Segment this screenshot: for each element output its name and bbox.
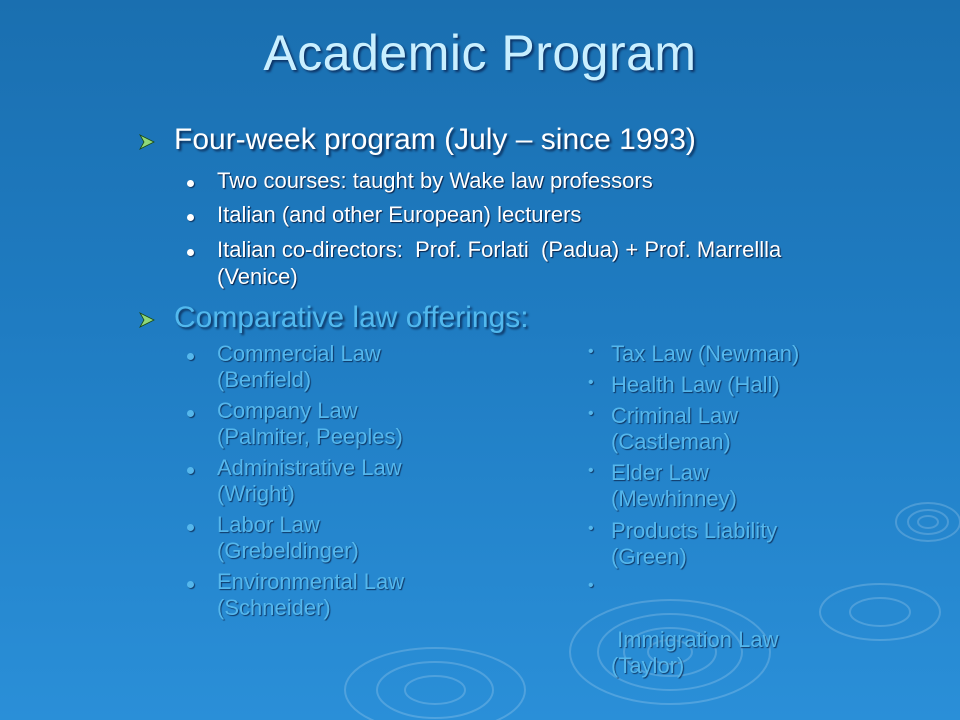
- course-environmental-law: Environmental Law (Schneider): [217, 569, 405, 620]
- sub-bullet-dot: [187, 180, 194, 187]
- bullet-four-week-program: Four-week program (July – since 1993): [174, 123, 696, 156]
- bullet-comparative-law: Comparative law offerings:: [174, 301, 529, 334]
- small-bullet-dot: •: [588, 577, 594, 594]
- sub-item-co-directors-continued: (Venice): [217, 264, 298, 289]
- sub-bullet-dot: [187, 249, 194, 256]
- course-commercial-law: Commercial Law (Benfield): [217, 341, 381, 392]
- sub-bullet-dot: [187, 214, 194, 221]
- sub-bullet-dot: [187, 353, 194, 360]
- course-company-law: Company Law (Palmiter, Peeples): [217, 398, 403, 449]
- sub-bullet-dot: [187, 410, 194, 417]
- course-immigration-law: Immigration Law (Taylor): [611, 627, 779, 678]
- small-bullet-dot: •: [588, 462, 594, 479]
- course-administrative-law: Administrative Law (Wright): [217, 455, 402, 506]
- course-health-law: Health Law (Hall): [611, 372, 780, 397]
- small-bullet-dot: •: [588, 374, 594, 391]
- sub-item-two-courses: Two courses: taught by Wake law professors: [217, 168, 653, 193]
- course-elder-law: Elder Law (Mewhinney): [611, 460, 737, 511]
- small-bullet-dot: •: [588, 520, 594, 537]
- small-bullet-dot: •: [588, 405, 594, 422]
- sub-bullet-dot: [187, 467, 194, 474]
- sub-bullet-dot: [187, 581, 194, 588]
- sub-item-lecturers: Italian (and other European) lecturers: [217, 202, 582, 227]
- sub-item-co-directors: Italian co-directors: Prof. Forlati (Padua) + Prof. Marrellla: [217, 237, 782, 262]
- course-labor-law: Labor Law (Grebeldinger): [217, 512, 359, 563]
- small-bullet-dot: •: [588, 343, 594, 360]
- arrow-bullet-icon: [138, 311, 156, 329]
- course-products-liability: Products Liability (Green): [611, 518, 778, 569]
- course-tax-law: Tax Law (Newman): [611, 341, 800, 366]
- arrow-bullet-icon: [138, 133, 156, 151]
- slide-title: Academic Program: [263, 25, 697, 81]
- course-criminal-law: Criminal Law (Castleman): [611, 403, 739, 454]
- sub-bullet-dot: [187, 524, 194, 531]
